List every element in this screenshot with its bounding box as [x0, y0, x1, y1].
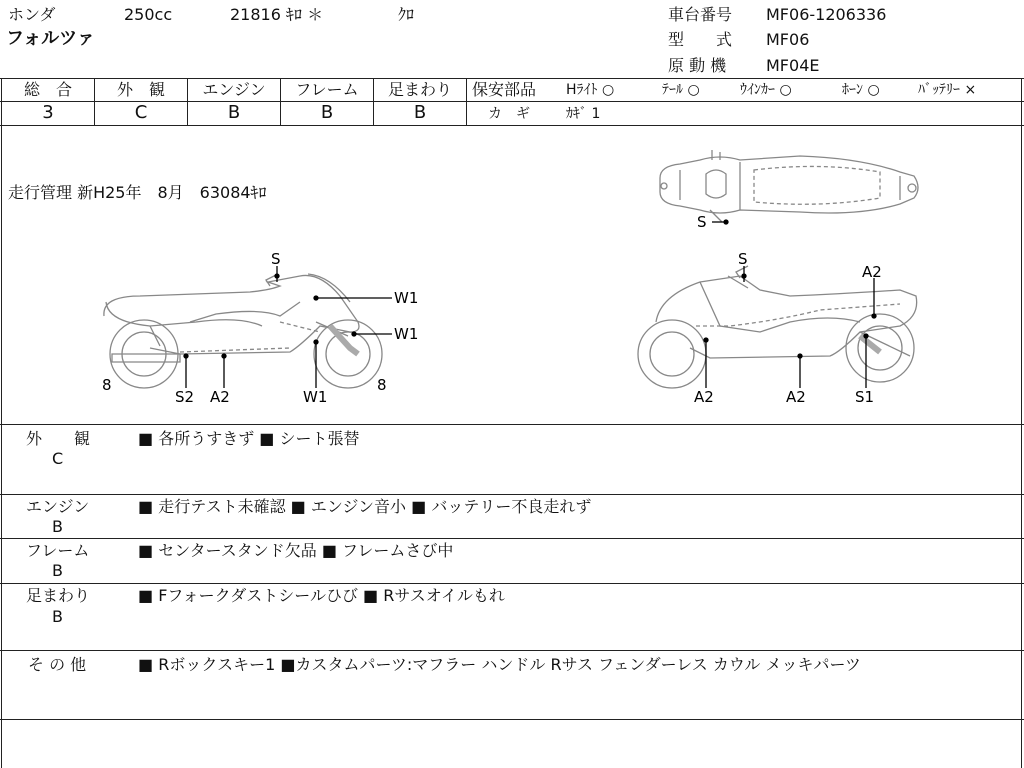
damage-code: W1: [394, 289, 419, 307]
damage-code: A2: [862, 263, 882, 281]
displacement: 250cc: [124, 5, 173, 24]
maker-name: ホンダ: [8, 5, 56, 24]
detail-label: エンジン: [26, 497, 90, 516]
damage-code: 8: [377, 376, 387, 394]
divider: [0, 78, 1024, 79]
damage-code: A2: [786, 388, 806, 406]
damage-code: S1: [855, 388, 875, 406]
detail-grade: C: [52, 449, 64, 468]
safety-winker: ｳｲﾝｶｰ ○: [740, 82, 792, 98]
key-label: カ ギ: [488, 106, 530, 122]
detail-grade: B: [52, 561, 63, 580]
grade-total-label: 総 合: [23, 80, 72, 99]
damage-code: 8: [102, 376, 112, 394]
safety-headlight: Hﾗｲﾄ ○: [566, 82, 615, 98]
key-value: ｶｷﾞ 1: [566, 106, 601, 122]
divider: [0, 538, 1024, 539]
divider: [467, 101, 1024, 102]
detail-text: ■ センタースタンド欠品 ■ フレームさび中: [138, 541, 454, 560]
damage-code: W1: [303, 388, 328, 406]
divider: [0, 424, 1024, 425]
type-label: 型 式: [668, 30, 733, 49]
detail-text: ■ Rボックスキー1 ■カスタムパーツ:マフラー ハンドル Rサス フェンダーレス カウル メッキパーツ: [138, 655, 861, 674]
grade-engine: B: [227, 102, 241, 123]
model-name: フォルツァ: [6, 28, 95, 49]
mileage-history: 走行管理 新H25年 8月 63084ｷﾛ: [8, 183, 267, 202]
grade-frame: B: [320, 102, 334, 123]
detail-label: そ の 他: [28, 655, 87, 674]
safety-battery: ﾊﾞｯﾃﾘｰ ×: [918, 82, 977, 98]
damage-code: S: [738, 250, 748, 268]
divider: [0, 719, 1024, 720]
divider: [0, 583, 1024, 584]
damage-code: A2: [210, 388, 230, 406]
engine-model-label: 原 動 機: [668, 56, 727, 75]
safety-label: 保安部品: [472, 80, 537, 99]
grade-suspension-label: 足まわり: [387, 80, 452, 99]
detail-text: ■ Fフォークダストシールひび ■ Rサスオイルもれ: [138, 586, 505, 605]
grade-exterior-label: 外 観: [116, 80, 165, 99]
detail-label: 足まわり: [26, 586, 91, 605]
engine-model: MF04E: [766, 56, 820, 75]
damage-code: A2: [694, 388, 714, 406]
frame-no-label: 車台番号: [668, 5, 733, 24]
color: ｸﾛ: [398, 5, 415, 24]
mileage: 21816 ｷﾛ ＊: [230, 5, 324, 24]
grade-frame-label: フレーム: [295, 80, 359, 99]
safety-horn: ﾎｰﾝ ○: [842, 82, 880, 98]
grade-suspension: B: [413, 102, 427, 123]
detail-label: 外 観: [26, 429, 91, 448]
grade-exterior: C: [134, 102, 148, 123]
damage-diagram: [0, 126, 1024, 426]
detail-grade: B: [52, 607, 63, 626]
grade-total: 3: [42, 102, 54, 123]
detail-label: フレーム: [26, 541, 90, 560]
divider: [0, 650, 1024, 651]
grade-engine-label: エンジン: [202, 80, 266, 99]
scooter-top-view-icon: [660, 150, 918, 222]
scooter-right-view-icon: [638, 266, 917, 388]
frame-no: MF06-1206336: [766, 5, 887, 24]
damage-code: S2: [175, 388, 195, 406]
damage-code: S: [271, 250, 281, 268]
type-value: MF06: [766, 30, 810, 49]
detail-text: ■ 走行テスト未確認 ■ エンジン音小 ■ バッテリー不良走れず: [138, 497, 592, 516]
scooter-left-view-icon: [104, 274, 382, 388]
divider: [0, 494, 1024, 495]
divider: [466, 78, 467, 125]
safety-taillight: ﾃｰﾙ ○: [662, 82, 700, 98]
detail-grade: B: [52, 517, 63, 536]
detail-text: ■ 各所うすきず ■ シート張替: [138, 429, 360, 448]
damage-code: W1: [394, 325, 419, 343]
damage-code: S: [697, 213, 707, 231]
